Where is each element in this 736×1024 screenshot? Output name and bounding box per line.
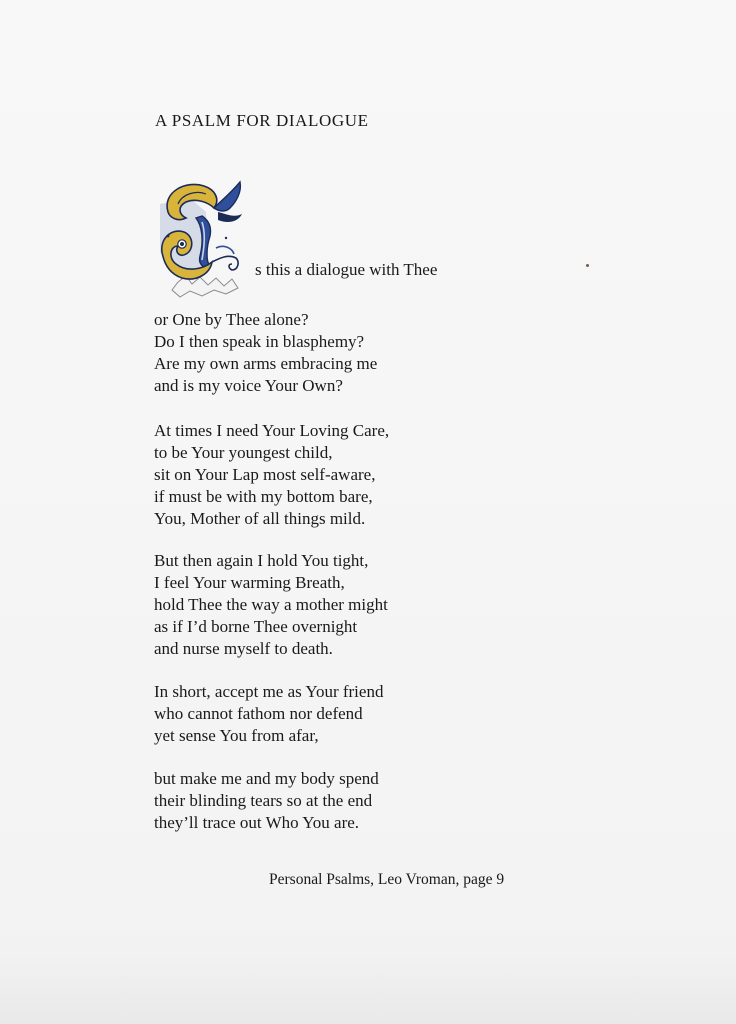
stanza-5 [154, 768, 379, 834]
poem-line: they’ll trace out Who You are. [154, 813, 360, 832]
poem-line: But then again I hold You tight, [154, 551, 369, 570]
scan-edge-shading [0, 948, 736, 1024]
illuminated-initial-icon [156, 178, 252, 302]
scan-speck [586, 264, 589, 267]
poem-line: who cannot fathom nor defend [154, 704, 363, 723]
poem-line: and is my voice Your Own? [154, 376, 343, 395]
poem-line: Do I then speak in blasphemy? [154, 332, 365, 351]
poem-line: hold Thee the way a mother might [154, 595, 388, 614]
stanza-2 [154, 420, 389, 530]
poem-line: but make me and my body spend [154, 769, 379, 788]
poem-line: At times I need Your Loving Care, [154, 421, 390, 440]
poem-first-line: s this a dialogue with Thee [255, 260, 438, 279]
stanza-3 [154, 550, 388, 660]
poem-line: Are my own arms embracing me [154, 354, 378, 373]
poem-line: to be Your youngest child, [154, 443, 333, 462]
poem-line: as if I’d borne Thee overnight [154, 617, 358, 636]
poem-line: yet sense You from afar, [154, 726, 319, 745]
citation: Personal Psalms, Leo Vroman, page 9 [269, 871, 505, 888]
poem-line: and nurse myself to death. [154, 639, 333, 658]
poem-line: sit on Your Lap most self-aware, [154, 465, 376, 484]
poem-line: In short, accept me as Your friend [154, 682, 384, 701]
poem-line: if must be with my bottom bare, [154, 487, 373, 506]
poem-line: You, Mother of all things mild. [154, 509, 366, 528]
poem-line: or One by Thee alone? [154, 310, 309, 329]
poem-line: I feel Your warming Breath, [154, 573, 345, 592]
poem-title: A PSALM FOR DIALOGUE [155, 111, 369, 130]
poem-line: their blinding tears so at the end [154, 791, 373, 810]
stanza-4 [154, 681, 383, 747]
stanza-1 [154, 309, 377, 397]
